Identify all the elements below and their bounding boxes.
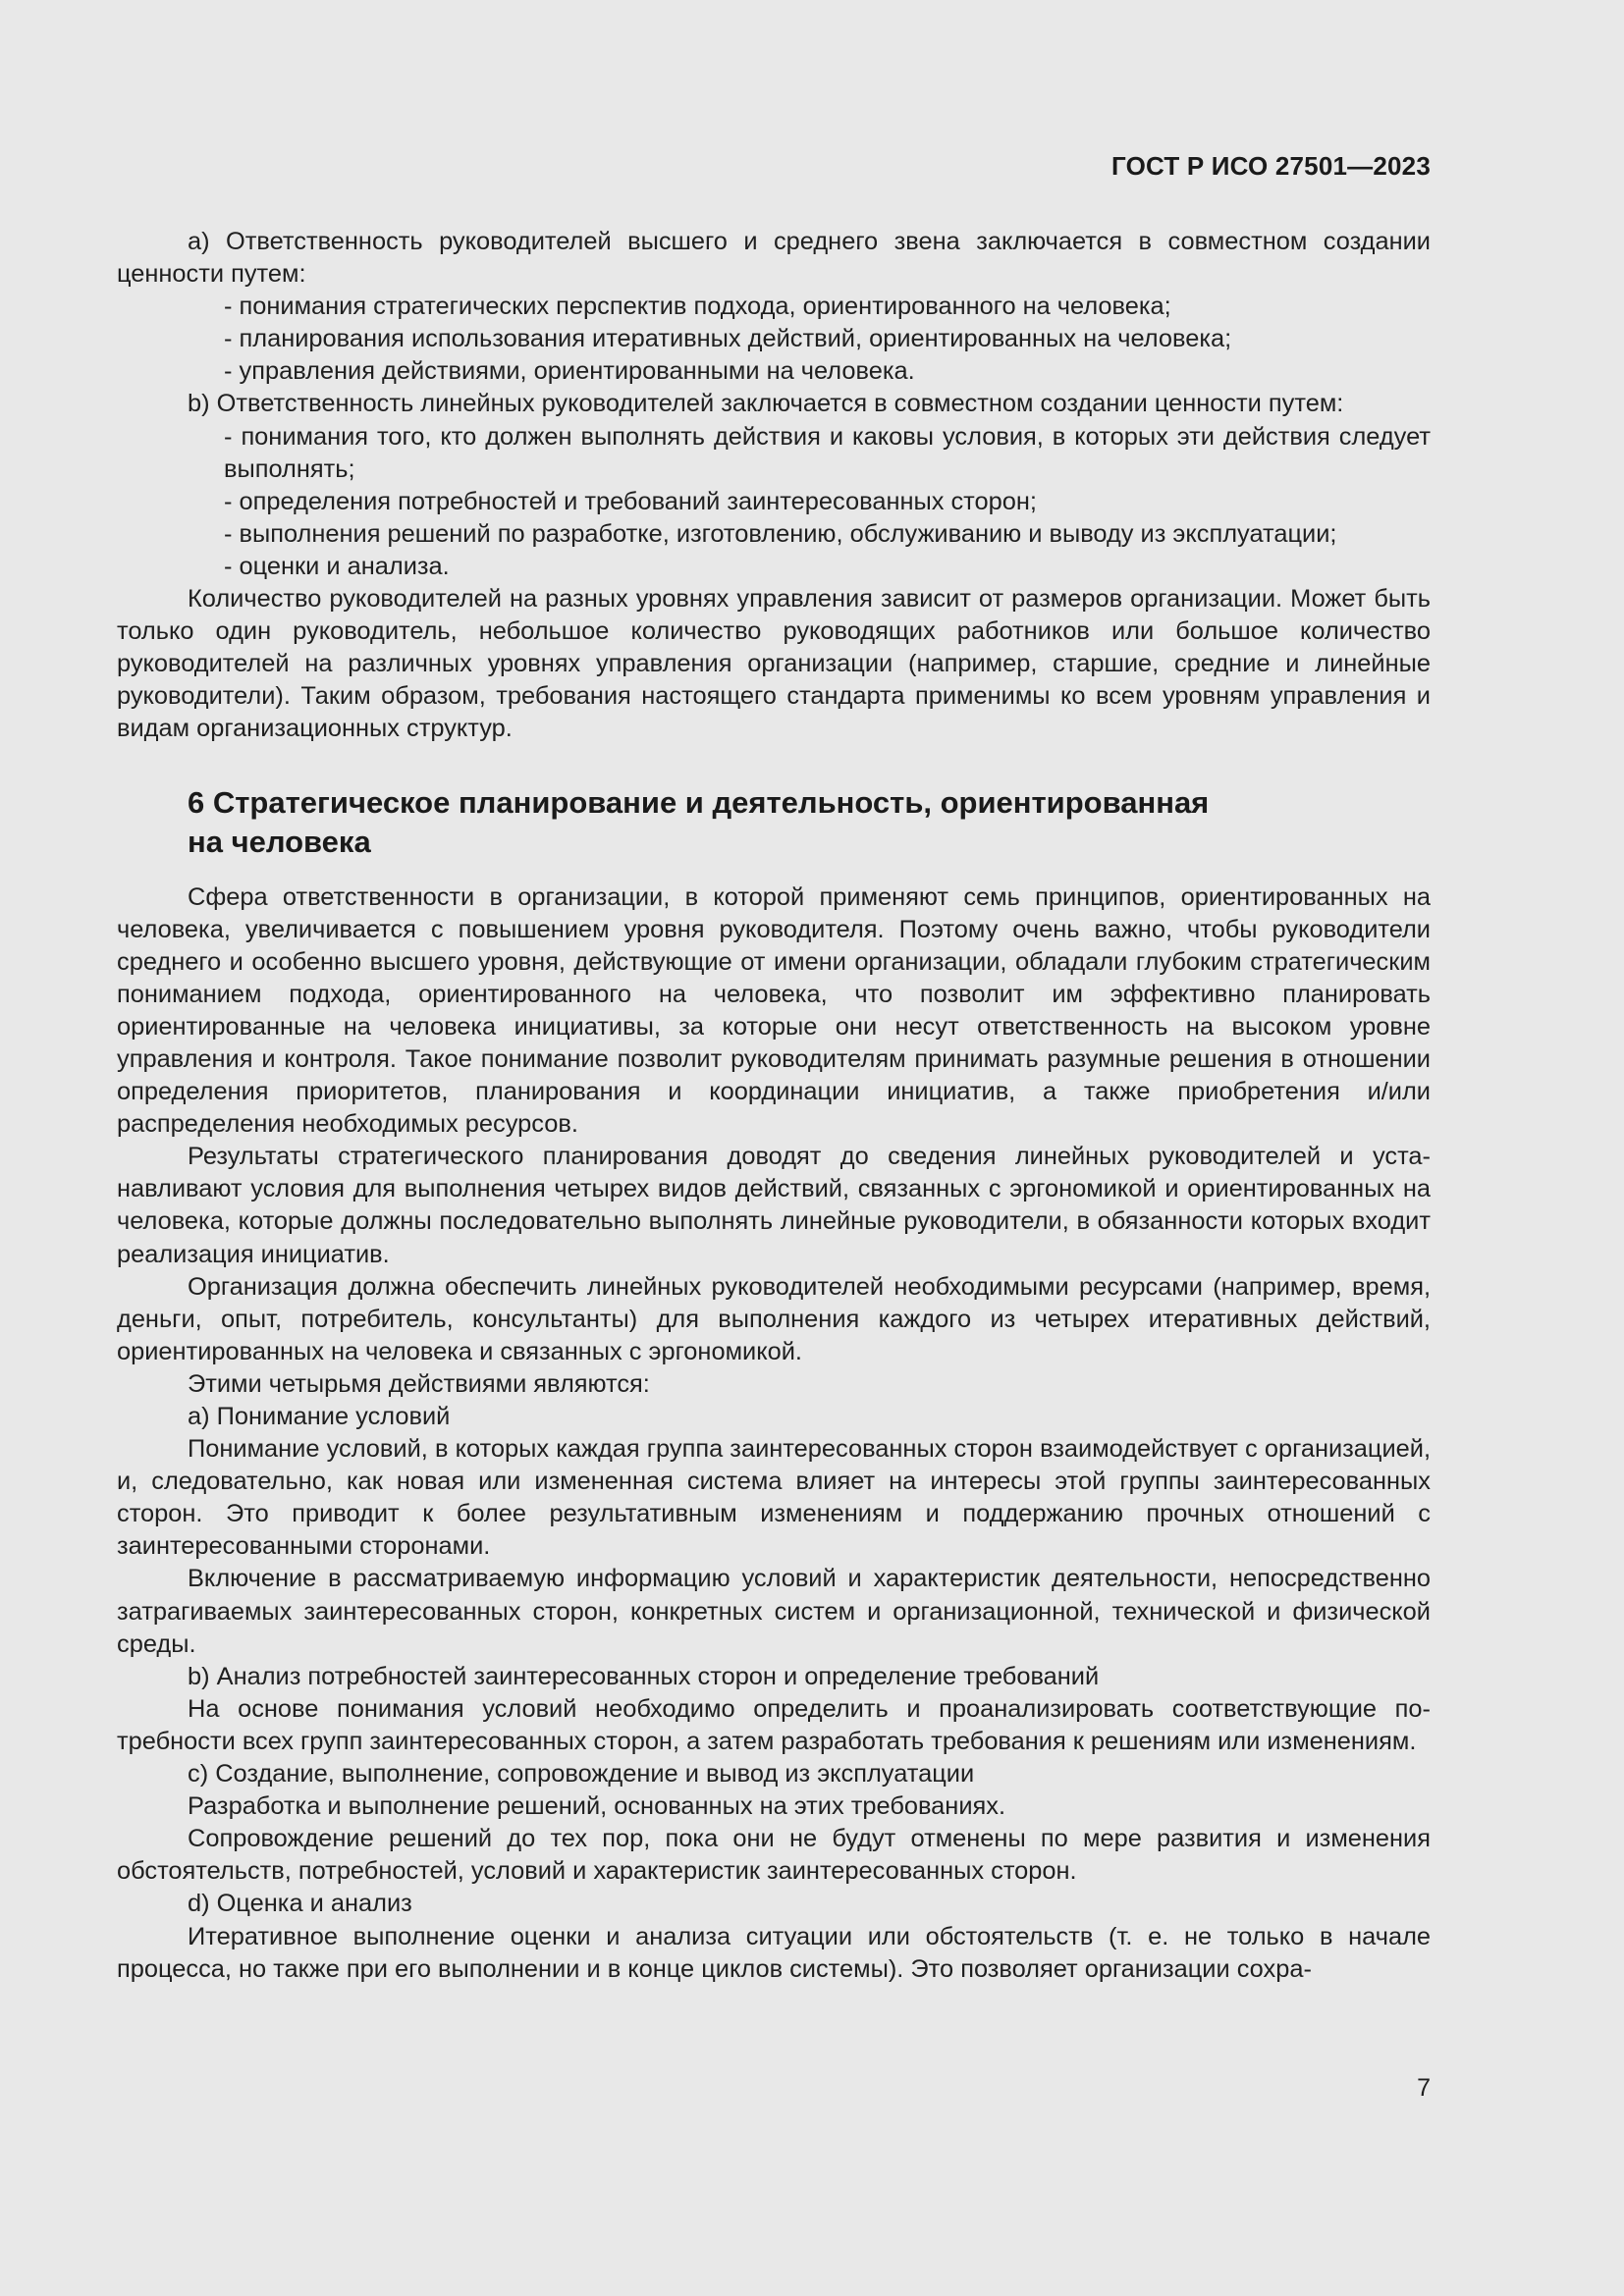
document-header: ГОСТ Р ИСО 27501—2023 [1110, 151, 1431, 181]
list-item: - понимания того, кто должен выполнять действия и каковы условия, в которых эти действия следует выполнять; [224, 422, 1431, 483]
section-paragraph: d) Оценка и анализ [188, 1890, 412, 1918]
section-paragraph: Результаты стратегического планирования доводят до сведения линейных руководителей и устанавливают условия для выполнения четырех видов действий, связанных с эргономикой и ориентированных на человека, которые должны последовательно выполнять линейные руководители, в обязанности которых входит реализация инициатив. [117, 1143, 1431, 1268]
section-paragraph: На основе понимания условий необходимо определить и проанализировать соответствующие потребности всех групп заинтересованных сторон, а затем разработать требования к решениям или изменениям. [117, 1694, 1431, 1755]
section-paragraph: Разработка и выполнение решений, основанных на этих требованиях. [188, 1792, 1006, 1821]
list-item: - определения потребностей и требований заинтересованных сторон; [224, 487, 1037, 515]
document-body [117, 226, 1431, 1986]
section-paragraph: Сфера ответственности в организации, в которой применяют семь принципов, ориентированных на человека, увеличивается с повышением уровня руководителя. Поэтому очень важно, чтобы руководители среднего и особенно высшего уровня, действующие от имени организации, обладали глубоким стратегическим пониманием подхода, ориентированного на человека, что позволит им эффективно планировать ориентированные на человека инициативы, за которые они несут ответственность на высоком уровне управления и контроля. Такое понимание позволит руководителям принимать разумные решения в отношении определения приоритетов, планирования и координации инициатив, а также приобретения и/или распределения необходимых ресурсов. [117, 882, 1431, 1139]
paragraph-a: a) Ответственность руководителей высшего и среднего звена заключается в совместном создании ценности путем: [117, 228, 1431, 289]
section-paragraph: Итеративное выполнение оценки и анализа ситуации или обстоятельств (т. е. не только в начале процесса, но также при его выполнении и в конце циклов системы). Это позволяет организации сохра- [117, 1922, 1431, 1983]
list-item: - понимания стратегических перспектив подхода, ориентированного на человека; [224, 293, 1171, 321]
section-paragraph: Организация должна обеспечить линейных руководителей необходимыми ресурсами (например, время, деньги, опыт, потребитель, консультанты) для выполнения каждого из четырех итеративных действий, ориентированных на человека и связанных с эргономикой. [117, 1272, 1431, 1365]
section-paragraph: Понимание условий, в которых каждая группа заинтересованных сторон взаимодействует с организацией, и, следовательно, как новая или измененная система влияет на интересы этой группы заинтересованных сторон. Это приводит к более результативным изменениям и поддержанию прочных отношений с заинтересованными сторонами. [117, 1435, 1431, 1561]
section-paragraph: c) Создание, выполнение, сопровождение и вывод из эксплуатации [188, 1760, 975, 1789]
section-heading-line: 6 Стратегическое планирование и деятельность, ориентированная [188, 784, 1210, 820]
section-paragraph: b) Анализ потребностей заинтересованных сторон и определение требований [188, 1662, 1100, 1690]
section-heading-line: на человека [188, 824, 371, 859]
page-number: 7 [1417, 2074, 1431, 2102]
list-item: - планирования использования итеративных действий, ориентированных на человека; [224, 325, 1232, 353]
section-heading [117, 783, 1431, 862]
list-item: - выполнения решений по разработке, изготовлению, обслуживанию и выводу из эксплуатации; [224, 519, 1337, 548]
section-paragraph: a) Понимание условий [188, 1403, 451, 1430]
section-paragraph: Этими четырьмя действиями являются: [188, 1369, 650, 1398]
paragraph-b: b) Ответственность линейных руководителей заключается в совместном создании ценности путем: [188, 390, 1344, 418]
paragraph-managers: Количество руководителей на разных уровнях управления зависит от размеров организации. Может быть только один руководитель, небольшое количество руководящих работников или большое количество руководителей на различных уровнях управления организации (например, старшие, средние и линейные руководители). Таким образом, требования настоящего стандарта применимы ко всем уровням управления и видам организационных структур. [117, 585, 1431, 743]
list-item: - управления действиями, ориентированными на человека. [224, 357, 915, 386]
section-paragraph: Включение в рассматриваемую информацию условий и характеристик деятельности, непосредственно затрагиваемых заинтересованных сторон, конкретных систем и организационной, технической и физической среды. [117, 1565, 1431, 1658]
section-paragraph: Сопровождение решений до тех пор, пока они не будут отменены по мере развития и изменения обстоятельств, потребностей, условий и характеристик заинтересованных сторон. [117, 1825, 1431, 1886]
list-item: - оценки и анализа. [224, 552, 450, 580]
